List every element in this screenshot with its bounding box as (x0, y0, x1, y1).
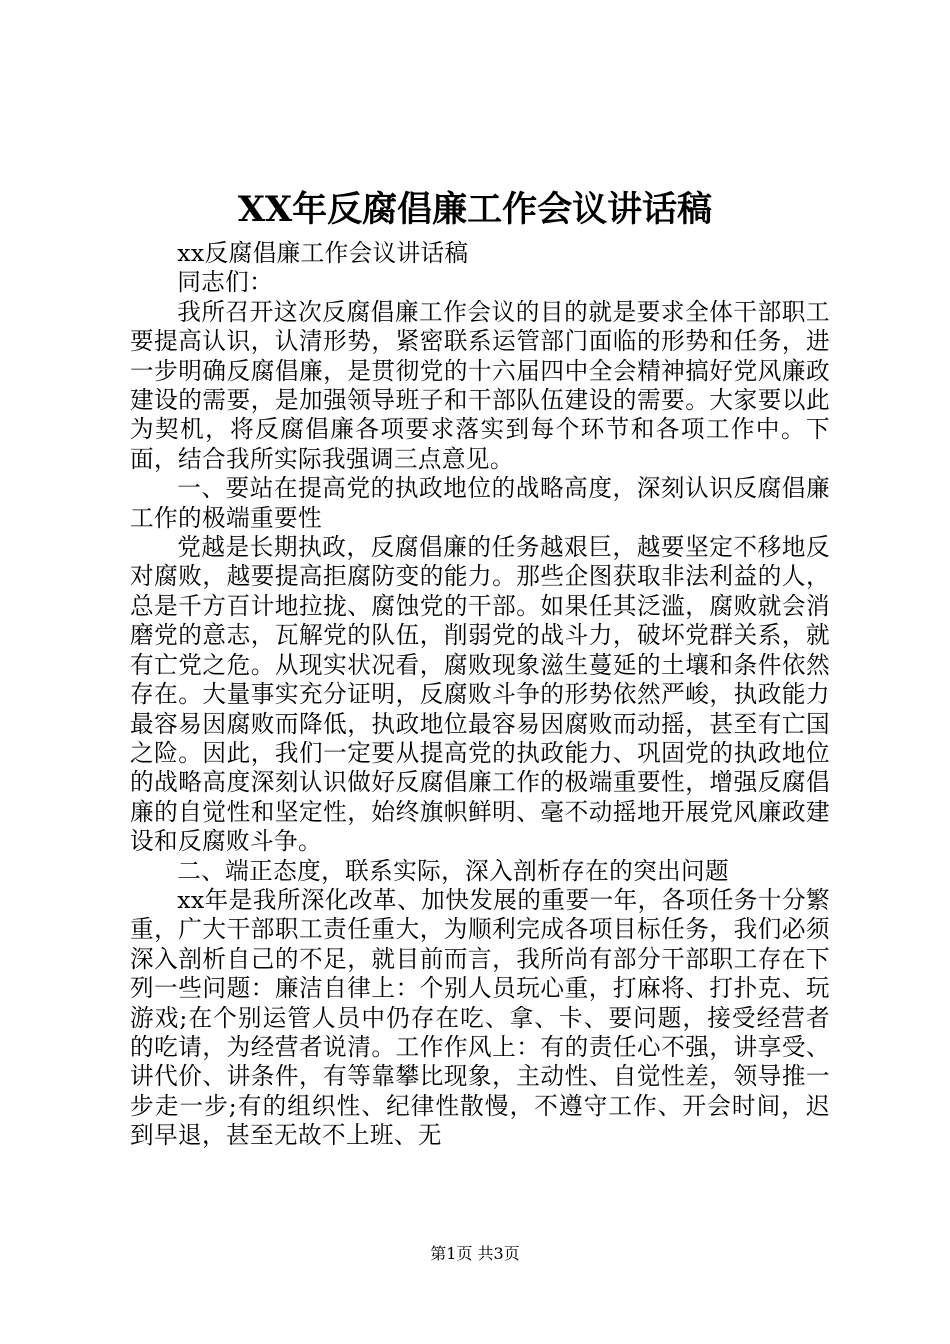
page-footer: 第1页 共3页 (430, 1244, 520, 1263)
document-title: XX年反腐倡廉工作会议讲话稿 (237, 189, 713, 230)
section-heading-2: 二、端正态度，联系实际，深入剖析存在的突出问题 (177, 856, 730, 885)
document-body (130, 239, 830, 1151)
paragraph-salutation: 同志们： (177, 268, 274, 297)
paragraph-intro: 我所召开这次反腐倡廉工作会议的目的就是要求全体干部职工要提高认识，认清形势，紧密联系运管部门面临的形势和任务，进一步明确反腐倡廉，是贯彻党的十六届四中全会精神搞好党风廉政建设的需要，是加强领导班子和干部队伍建设的需要。大家要以此为契机，将反腐倡廉各项要求落实到每个环节和各项工作中。下面，结合我所实际我强调三点意见。 (130, 297, 830, 473)
paragraph-subtitle: xx反腐倡廉工作会议讲话稿 (177, 239, 469, 267)
section-heading-1: 一、要站在提高党的执政地位的战略高度，深刻认识反腐倡廉工作的极端重要性 (130, 474, 830, 532)
paragraph-section-1: 党越是长期执政，反腐倡廉的任务越艰巨，越要坚定不移地反对腐败，越要提高拒腐防变的能力。那些企图获取非法利益的人，总是千方百计地拉拢、腐蚀党的干部。如果任其泛滥，腐败就会消磨党的意志，瓦解党的队伍，削弱党的战斗力，破坏党群关系，就有亡党之危。从现实状况看，腐败现象滋生蔓延的土壤和条件依然存在。大量事实充分证明，反腐败斗争的形势依然严峻，执政能力最容易因腐败而降低，执政地位最容易因腐败而动摇，甚至有亡国之险。因此，我们一定要从提高党的执政能力、巩固党的执政地位的战略高度深刻认识做好反腐倡廉工作的极端重要性，增强反腐倡廉的自觉性和坚定性，始终旗帜鲜明、毫不动摇地开展党风廉政建设和反腐败斗争。 (130, 533, 830, 856)
paragraph-section-2: xx年是我所深化改革、加快发展的重要一年，各项任务十分繁重，广大干部职工责任重大，为顺利完成各项目标任务，我们必须深入剖析自己的不足，就目前而言，我所尚有部分干部职工存在下列一些问题：廉洁自律上：个别人员玩心重，打麻将、打扑克、玩游戏;在个别运管人员中仍存在吃、拿、卡、要问题，接受经营者的吃请，为经营者说清。工作作风上：有的责任心不强，讲享受、讲代价、讲条件，有等靠攀比现象，主动性、自觉性差，领导推一步走一步;有的组织性、纪律性散慢，不遵守工作、开会时间，迟到早退，甚至无故不上班、无 (130, 885, 830, 1150)
